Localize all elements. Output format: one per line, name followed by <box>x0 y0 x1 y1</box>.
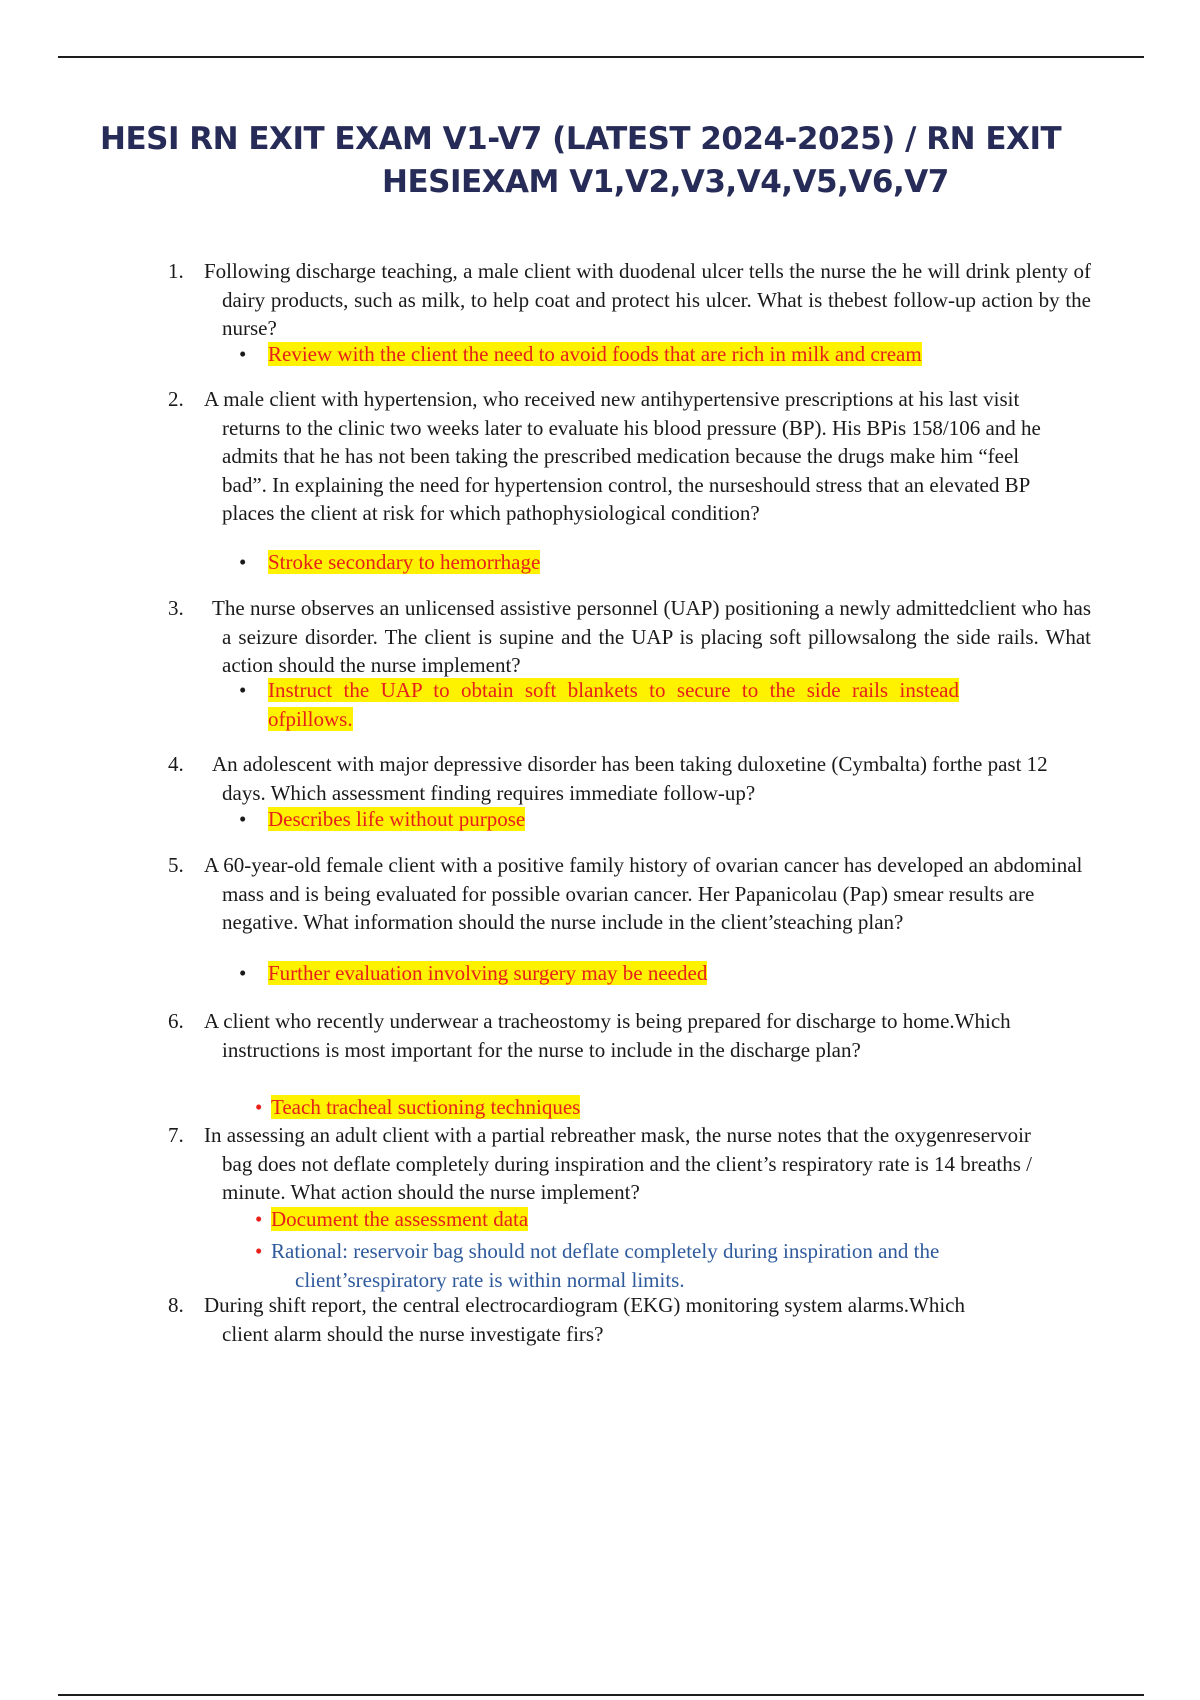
question-text: A male client with hypertension, who received new antihypertensive prescriptions at his last visit returns to the clinic two weeks later to evaluate his blood pressure (BP). His BPis 158/106 and he admits that he has not been taking the prescribed medication because the drugs make him “feel bad”. In explaining the need for hypertension control, the nurseshould stress that an elevated BP places the client at risk for which pathophysiological condition? <box>204 387 1041 525</box>
bullet-icon: • <box>239 678 247 702</box>
question-1 <box>168 257 1091 343</box>
answer-text: Instruct the UAP to obtain soft blankets to secure to the side rails instead ofpillows. <box>268 678 959 731</box>
answer-text: Further evaluation involving surgery may be needed <box>268 961 708 985</box>
bullet-icon: • <box>239 550 247 574</box>
question-number: 5. <box>168 853 184 877</box>
answer-4 <box>239 805 525 834</box>
title-line-2: HESIEXAM V1,V2,V3,V4,V5,V6,V7 <box>382 164 949 200</box>
question-text: An adolescent with major depressive disorder has been taking duloxetine (Cymbalta) forthe past 12 days. Which assessment finding requires immediate follow-up? <box>212 752 1048 805</box>
bullet-icon: • <box>239 807 247 831</box>
question-7 <box>168 1121 1041 1207</box>
question-number: 1. <box>168 259 184 283</box>
question-number: 2. <box>168 387 184 411</box>
bullet-icon: • <box>239 961 247 985</box>
bullet-icon: • <box>239 342 247 366</box>
rationale-7 <box>255 1237 1055 1294</box>
question-text: In assessing an adult client with a partial rebreather mask, the nurse notes that the oxygenreservoir bag does not deflate completely during inspiration and the client’s respiratory rate is 14 breaths / minute. What action should the nurse implement? <box>204 1123 1033 1204</box>
question-text: During shift report, the central electrocardiogram (EKG) monitoring system alarms.Which client alarm should the nurse investigate firs? <box>204 1293 966 1346</box>
answer-6 <box>255 1093 580 1122</box>
question-number: 4. <box>168 752 184 776</box>
question-number: 7. <box>168 1123 184 1147</box>
bullet-icon: • <box>255 1239 263 1263</box>
question-text: The nurse observes an unlicensed assistive personnel (UAP) positioning a newly admittedclient who has a seizure disorder. The client is supine and the UAP is placing soft pillowsalong the side rails. What action should the nurse implement? <box>212 596 1091 677</box>
title-line-1: HESI RN EXIT EXAM V1-V7 (LATEST 2024-2025) / RN EXIT <box>100 121 1062 157</box>
question-8 <box>168 1291 981 1348</box>
question-3 <box>168 594 1091 680</box>
question-2 <box>168 385 1061 528</box>
answer-5 <box>239 959 707 988</box>
question-6 <box>168 1007 1041 1064</box>
question-text: Following discharge teaching, a male client with duodenal ulcer tells the nurse the he will drink plenty of dairy products, such as milk, to help coat and protect his ulcer. What is thebest follow-up action by the nurse? <box>204 259 1091 340</box>
answer-1 <box>239 340 922 369</box>
question-number: 8. <box>168 1293 184 1317</box>
bullet-icon: • <box>255 1207 263 1231</box>
bullet-icon: • <box>255 1095 263 1119</box>
rationale-text: Rational: reservoir bag should not deflate completely during inspiration and the client’srespiratory rate is within normal limits. <box>271 1239 940 1292</box>
question-5 <box>168 851 1091 937</box>
answer-text: Review with the client the need to avoid foods that are rich in milk and cream <box>268 342 922 366</box>
answer-7 <box>255 1205 528 1234</box>
bottom-rule <box>58 1694 1144 1696</box>
answer-text: Document the assessment data <box>271 1207 529 1231</box>
answer-text: Describes life without purpose <box>268 807 526 831</box>
answer-text: Stroke secondary to hemorrhage <box>268 550 541 574</box>
question-text: A client who recently underwear a tracheostomy is being prepared for discharge to home.Which instructions is most important for the nurse to include in the discharge plan? <box>204 1009 1011 1062</box>
question-number: 6. <box>168 1009 184 1033</box>
question-text: A 60-year-old female client with a positive family history of ovarian cancer has developed an abdominal mass and is being evaluated for possible ovarian cancer. Her Papanicolau (Pap) smear results are negative. What information should the nurse include in the client’steaching plan? <box>204 853 1083 934</box>
question-number: 3. <box>168 596 184 620</box>
answer-2 <box>239 548 540 577</box>
answer-text: Teach tracheal suctioning techniques <box>271 1095 581 1119</box>
answer-3 <box>239 676 959 733</box>
question-4 <box>168 750 1091 807</box>
